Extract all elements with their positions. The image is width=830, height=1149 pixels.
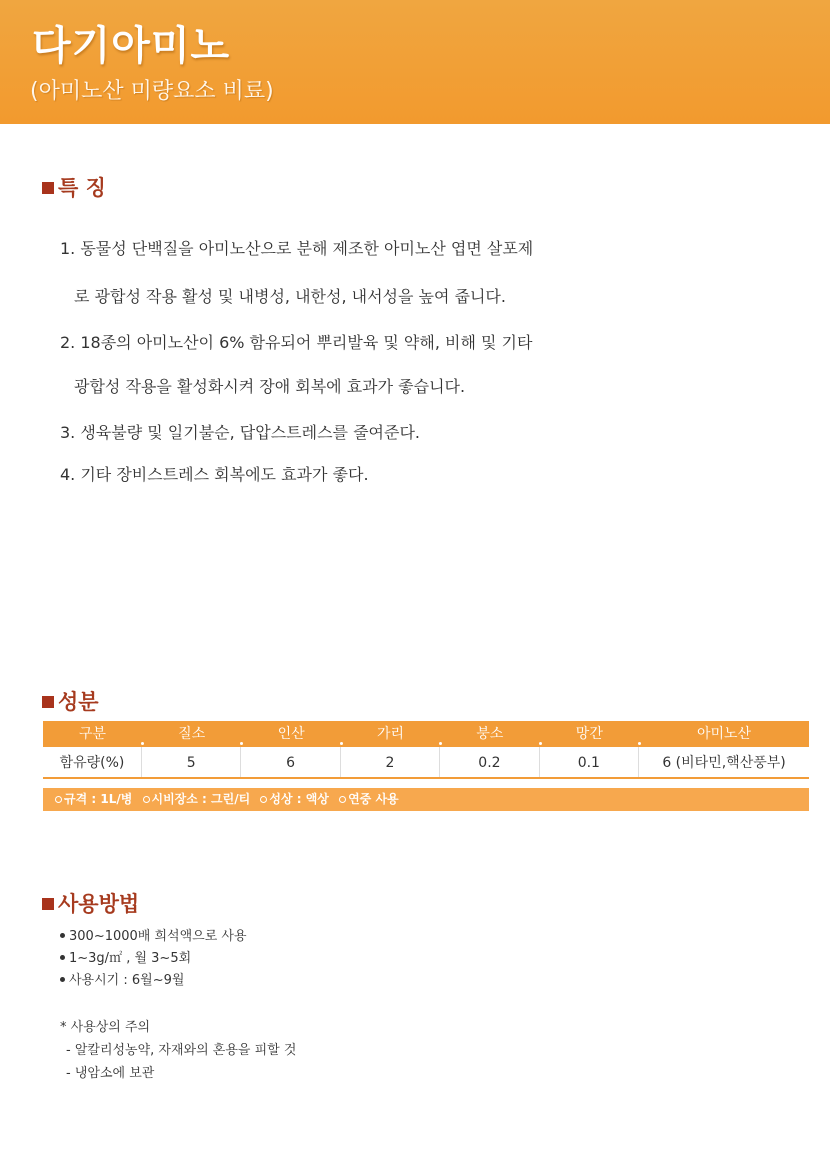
table-header-cell: 망간 [540,721,639,747]
table-cell: 2 [341,747,440,777]
usage-heading [42,888,139,918]
table-cell: 0.1 [540,747,639,777]
spec-item: 성상 : 액상 [260,792,329,806]
table-header-cell: 붕소 [440,721,539,747]
bullet-dot-icon [60,933,65,938]
feature-line: 2. 18종의 아미노산이 6% 함유되어 뿌리발육 및 약해, 비해 및 기타 [60,333,533,352]
header-banner [0,0,830,124]
table-cell: 함유량(%) [43,747,142,777]
square-bullet-icon [42,898,54,910]
list-item: 사용시기 : 6월~9월 [60,970,247,992]
table-header-cell: 질소 [142,721,241,747]
table-header-cell: 아미노산 [696,726,752,742]
features-heading-label: 특 징 [58,176,106,200]
table-header-row [43,721,809,747]
bullet-dot-icon [60,955,65,960]
feature-line: 1. 동물성 단백질을 아미노산으로 분해 제조한 아미노산 엽면 살포제 [60,239,534,258]
table-cell: 0.2 [440,747,539,777]
ingredients-table [43,721,809,779]
table-cell: 5 [142,747,241,777]
page-title: 다기아미노 [32,23,231,69]
feature-line: 로 광합성 작용 활성 및 내병성, 내한성, 내서성을 높여 줍니다. [74,287,506,306]
caution-block [60,1016,296,1085]
ingredients-heading-label: 성분 [58,690,99,714]
spec-item: 시비장소 : 그린/티 [143,792,251,806]
table-header-cell: 가리 [341,721,440,747]
ingredients-heading [42,686,99,716]
caution-item: - 냉암소에 보관 [66,1066,155,1081]
circle-bullet-icon [143,796,150,803]
caution-item: - 알칼리성농약, 자재와의 혼용을 피할 것 [66,1043,297,1058]
feature-line: 3. 생육불량 및 일기불순, 답압스트레스를 줄여준다. [60,423,420,442]
feature-line: 4. 기타 장비스트레스 회복에도 효과가 좋다. [60,465,369,484]
table-cell: 6 (비타민,핵산풍부) [662,755,786,771]
usage-list [60,926,247,992]
spec-item: 연중 사용 [339,792,399,806]
list-item: 1~3g/㎡ , 월 3~5회 [60,948,247,970]
feature-line: 광합성 작용을 활성화시켜 장애 회복에 효과가 좋습니다. [74,377,466,396]
table-header-cell: 인산 [241,721,340,747]
bullet-dot-icon [60,977,65,982]
features-heading [42,172,106,202]
spec-item: 규격 : 1L/병 [55,792,132,806]
table-cell: 6 [241,747,340,777]
list-item: 300~1000배 희석액으로 사용 [60,926,247,948]
page-subtitle: (아미노산 미량요소 비료) [30,79,274,104]
square-bullet-icon [42,182,54,194]
table-row [43,747,809,779]
circle-bullet-icon [339,796,346,803]
circle-bullet-icon [260,796,267,803]
table-header-cell: 구분 [43,721,142,747]
caution-title: * 사용상의 주의 [60,1020,151,1035]
square-bullet-icon [42,696,54,708]
usage-heading-label: 사용방법 [58,892,140,916]
circle-bullet-icon [55,796,62,803]
spec-bar [43,788,809,811]
